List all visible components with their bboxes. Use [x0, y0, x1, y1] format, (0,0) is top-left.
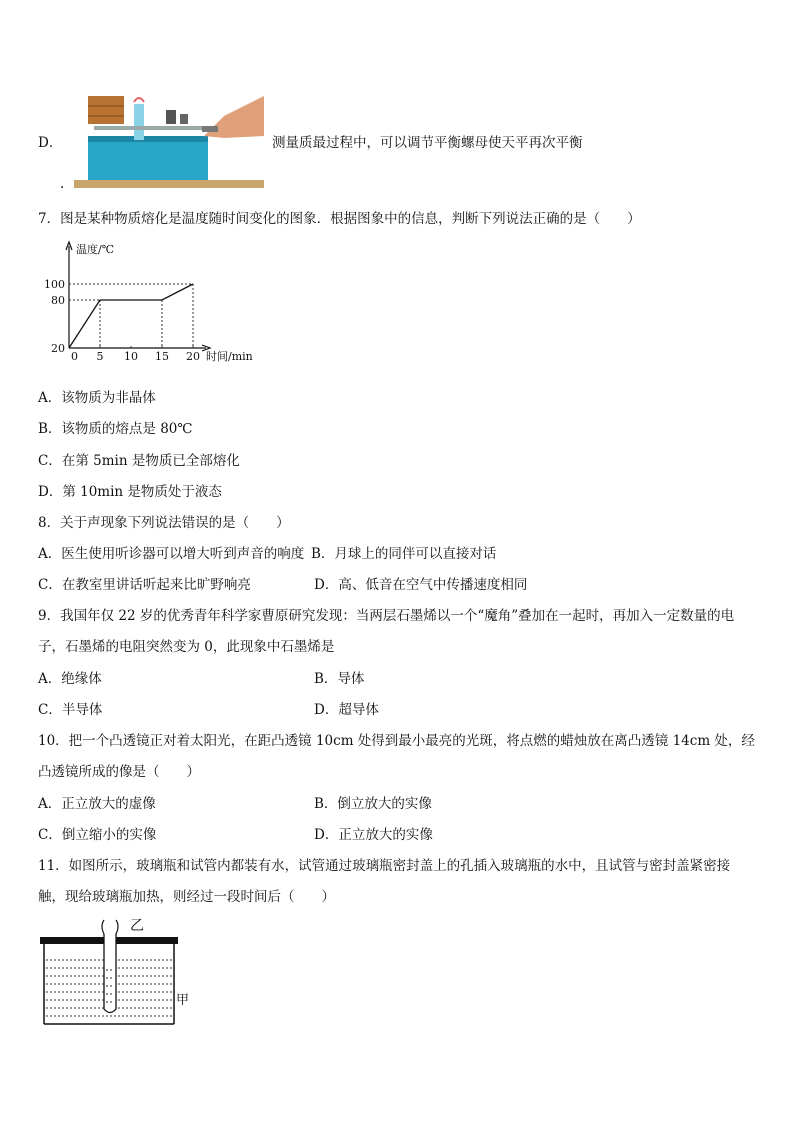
- y-tick-label-20: 20: [51, 342, 65, 355]
- q8-option-d: D．高、低音在空气中传播速度相同: [314, 577, 528, 593]
- q8-option-a: A．医生使用听诊器可以增大听到声音的响度: [38, 546, 305, 562]
- balance-photo: [74, 96, 264, 188]
- q11-stem-line2: 触，现给玻璃瓶加热，则经过一段时间后（ ）: [38, 889, 335, 905]
- tube-rim: [102, 920, 118, 934]
- y-axis-label: 温度/℃: [76, 243, 115, 256]
- q10-option-b: B．倒立放大的实像: [314, 796, 432, 812]
- q9-option-b: B．导体: [314, 671, 365, 687]
- q6-option-d-label: D．: [38, 135, 63, 151]
- x-tick-label-10: 10: [124, 350, 138, 363]
- q10-option-c: C．倒立缩小的实像: [38, 827, 157, 843]
- q7-option-a: A．该物质为非晶体: [38, 390, 156, 406]
- q9-stem-line1: 9．我国年仅 22 岁的优秀青年科学家曹原研究发现：当两层石墨烯以一个“魔角”叠加在一起时，再加入一定数量的电: [38, 608, 735, 624]
- q7-option-b: B．该物质的熔点是 80℃: [38, 421, 193, 437]
- q10-stem-line1: 10．把一个凸透镜正对着太阳光，在距凸透镜 10cm 处得到最小最亮的光斑，将点燃的蜡烛放在离凸透镜 14cm 处，经: [38, 733, 755, 749]
- q9-stem-line2: 子，石墨烯的电阻突然变为 0，此现象中石墨烯是: [38, 639, 335, 655]
- x-tick-label-15: 15: [155, 350, 169, 363]
- q6-trailing-dot: .: [60, 176, 65, 192]
- x-tick-label-0: 0: [71, 350, 78, 363]
- q11-stem-line1: 11．如图所示，玻璃瓶和试管内都装有水，试管通过玻璃瓶密封盖上的孔插入玻璃瓶的水中，且试管与密封盖紧密接: [38, 858, 731, 874]
- q9-option-d: D．超导体: [314, 702, 379, 718]
- q8-option-c: C．在教室里讲话听起来比旷野响亮: [38, 577, 251, 593]
- y-tick-label-100: 100: [44, 278, 65, 291]
- q9-option-a: A．绝缘体: [38, 671, 102, 687]
- x-tick-label-20: 20: [186, 350, 200, 363]
- tube-label: 乙: [130, 918, 144, 934]
- q10-option-a: A．正立放大的虚像: [38, 796, 156, 812]
- bottle-label: 甲: [176, 993, 190, 1008]
- q7-option-c: C．在第 5min 是物质已全部熔化: [38, 453, 240, 469]
- temperature-series-line: [69, 284, 193, 348]
- melting-chart: [38, 238, 268, 374]
- q7-option-d: D．第 10min 是物质处于液态: [38, 484, 222, 500]
- bottle-tube-svg: [38, 912, 208, 1030]
- q10-stem-line2: 凸透镜所成的像是（ ）: [38, 764, 200, 780]
- q8-option-b: B．月球上的同伴可以直接对话: [311, 546, 497, 562]
- x-tick-label-5: 5: [96, 350, 104, 363]
- q9-option-c: C．半导体: [38, 702, 103, 718]
- melting-chart-svg: [38, 238, 268, 370]
- x-axis-label: 时间/min: [206, 350, 253, 363]
- q6-option-d-text: 测量质最过程中，可以调节平衡螺母使天平再次平衡: [272, 135, 583, 151]
- balance-illustration: [74, 96, 264, 188]
- y-tick-label-80: 80: [51, 294, 65, 307]
- q10-option-d: D．正立放大的实像: [314, 827, 433, 843]
- test-tube: [104, 934, 116, 1013]
- bottle-tube-diagram: [38, 912, 208, 1034]
- q7-stem: 7．图是某种物质熔化是温度随时间变化的图象．根据图象中的信息，判断下列说法正确的是（ ）: [38, 211, 641, 227]
- q8-stem: 8．关于声现象下列说法错误的是（ ）: [38, 515, 290, 531]
